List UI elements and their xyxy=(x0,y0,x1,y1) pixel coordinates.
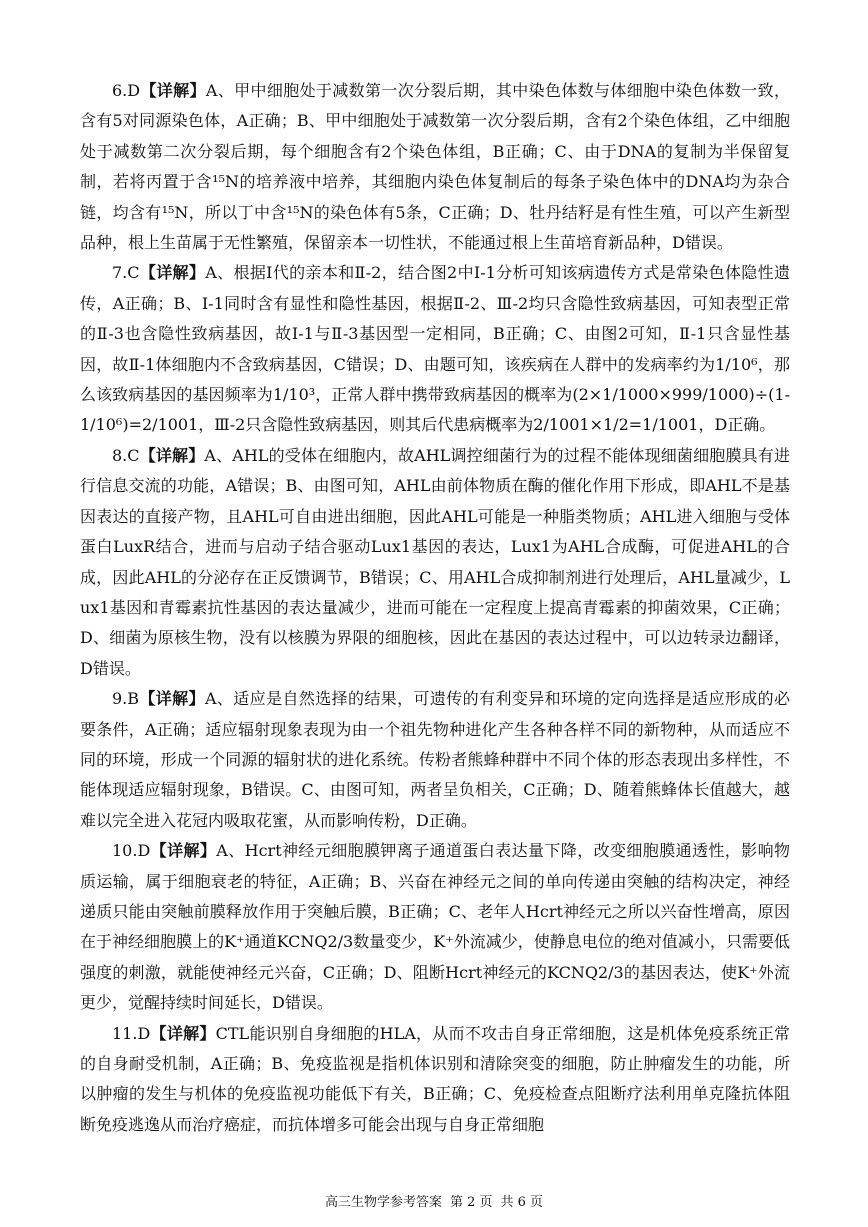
answer-q11 xyxy=(80,1019,790,1141)
answer-number: 9.B xyxy=(112,689,140,709)
answer-q6 xyxy=(80,76,790,258)
detail-tag: 【详解】 xyxy=(140,81,206,100)
answer-number: 8.C xyxy=(112,445,140,465)
answer-number: 6.D xyxy=(112,81,141,100)
answer-text: A、根据Ⅰ代的亲本和Ⅱ-2，结合图2中I-1分析可知该病遗传方式是常染色体隐性遗传，A正确；B、I-1同时含有显性和隐性基因，根据Ⅱ-2、Ⅲ-2均只含隐性致病基因，可知表型正常的Ⅱ-3也含隐性致病基因，故I-1与Ⅱ-3基因型一定相同，B正确；C、由图2可知，Ⅱ-1只含显性基因，故Ⅱ-1体细胞内不含致病基因，C错误；D、由题可知，该疾病在人群中的发病率约为1/10⁶，那么该致病基因的基因频率为1/10³，正常人群中携带致病基因的概率为(2×1/1000×999/1000)÷(1-1/10⁶)=2/1001，Ⅲ-2只含隐性致病基因，则其后代患病概率为2/1001×1/2=1/1001，D正确。 xyxy=(80,263,790,435)
answer-text: A、AHL的受体在细胞内，故AHL调控细菌行为的过程不能体现细菌细胞膜具有进行信息交流的功能，A错误；B、由图可知，AHL由前体物质在酶的催化作用下形成，即AHL不是基因表达的直接产物，且AHL可自由进出细胞，因此AHL可能是一种脂类物质；AHL进入细胞与受体蛋白LuxR结合，进而与启动子结合驱动Lux1基因的表达，Lux1为AHL合成酶，可促进AHL的合成，因此AHL的分泌存在正反馈调节，B错误；C、用AHL合成抑制剂进行处理后，AHL量减少，Lux1基因和青霉素抗性基因的表达量减少，进而可能在一定程度上提高青霉素的抑菌效果，C正确；D、细菌为原核生物，没有以核膜为界限的细胞核，因此在基因的表达过程中，可以边转录边翻译，D错误。 xyxy=(80,445,790,678)
answer-content xyxy=(80,76,790,1140)
detail-tag: 【详解】 xyxy=(139,445,205,465)
detail-tag: 【详解】 xyxy=(139,689,205,709)
answer-q7 xyxy=(80,258,790,440)
footer-total-pages: 共 6 页 xyxy=(500,1195,544,1210)
detail-tag: 【详解】 xyxy=(150,841,217,861)
detail-tag: 【详解】 xyxy=(139,263,206,283)
answer-text: A、Hcrt神经元细胞膜钾离子通道蛋白表达量下降，改变细胞膜通透性，影响物质运输，属于细胞衰老的特征，A正确；B、兴奋在神经元之间的单向传递由突触的结构决定，神经递质只能由突触前膜释放作用于突触后膜，B正确；C、老年人Hcrt神经元之所以兴奋性增高，原因在于神经细胞膜上的K⁺通道KCNQ2/3数量变少，K⁺外流减少，使静息电位的绝对值减小，只需要低强度的刺激，就能使神经元兴奋，C正确；D、阻断Hcrt神经元的KCNQ2/3的基因表达，使K⁺外流更少，觉醒持续时间延长，D错误。 xyxy=(80,841,790,1013)
answer-number: 10.D xyxy=(112,841,151,861)
detail-tag: 【详解】 xyxy=(150,1023,216,1043)
page-footer xyxy=(0,1191,868,1210)
answer-text: A、甲中细胞处于减数第一次分裂后期，其中染色体数与体细胞中染色体数一致，含有5对同源染色体，A正确；B、甲中细胞处于减数第一次分裂后期，含有2个染色体组，乙中细胞处于减数第二次分裂后期，每个细胞含有2个染色体组，B正确；C、由于DNA的复制为半保留复制，若将丙置于含¹⁵N的培养液中培养，其细胞内染色体复制后的每条子染色体中的DNA均为杂合链，均含有¹⁵N，所以丁中含¹⁵N的染色体有5条，C正确；D、牡丹结籽是有性生殖，可以产生新型品种，根上生苗属于无性繁殖，保留亲本一切性状，不能通过根上生苗培育新品种，D错误。 xyxy=(80,81,790,253)
answer-text: A、适应是自然选择的结果，可遗传的有利变异和环境的定向选择是适应形成的必要条件，A正确；适应辐射现象表现为由一个祖先物种进化产生各种各样不同的新物种，从而适应不同的环境，形成一个同源的辐射状的进化系统。传粉者熊蜂种群中不同个体的形态表现出多样性，不能体现适应辐射现象，B错误。C、由图可知，两者呈负相关，C正确；D、随着熊蜂体长值越大，越难以完全进入花冠内吸取花蜜，从而影响传粉，D正确。 xyxy=(80,689,790,830)
answer-q9 xyxy=(80,684,790,836)
answer-q8 xyxy=(80,441,790,684)
answer-text: CTL能识别自身细胞的HLA，从而不攻击自身正常细胞，这是机体免疫系统正常的自身耐受机制，A正确；B、免疫监视是指机体识别和清除突变的细胞，防止肿瘤发生的功能，所以肿瘤的发生与机体的免疫监视功能低下有关，B正确；C、免疫检查点阻断疗法利用单克隆抗体阻断免疫逃逸从而治疗癌症，而抗体增多可能会出现与自身正常细胞 xyxy=(80,1023,790,1134)
answer-q10 xyxy=(80,836,790,1018)
answer-number: 11.D xyxy=(112,1023,151,1043)
footer-title: 高三生物学参考答案 xyxy=(324,1195,442,1210)
footer-page-number: 第 2 页 xyxy=(449,1195,493,1210)
answer-number: 7.C xyxy=(112,263,140,283)
